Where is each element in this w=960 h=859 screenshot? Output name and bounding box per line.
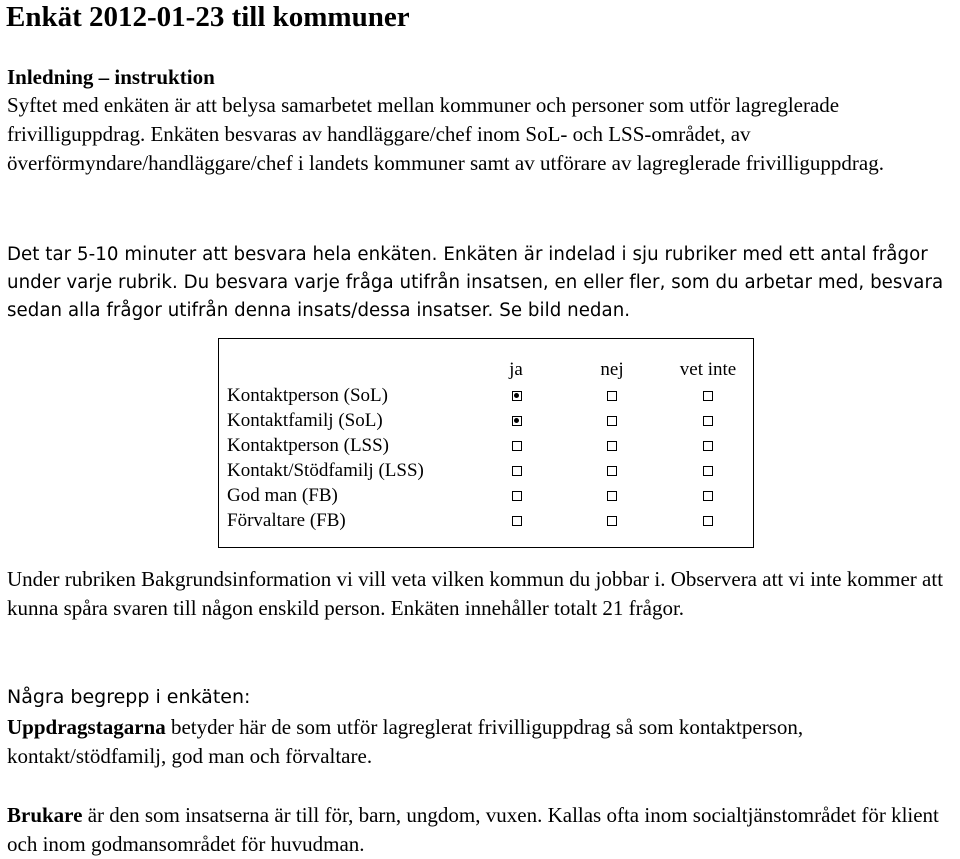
- checkbox: [703, 491, 713, 501]
- checkbox-checked: [512, 391, 522, 401]
- row-label: Kontakt/Stödfamilj (LSS): [227, 460, 424, 481]
- intro-paragraph-purpose: Syftet med enkäten är att belysa samarbetet mellan kommuner och personer som utför lagreglerade frivilliguppdrag. Enkäten besvaras av handläggare/chef inom SoL- och LSS-området, av överförmyndare/handläggare/chef i landets kommuner samt av utförare av lagreglerade frivilliguppdrag.: [7, 93, 884, 175]
- checkbox: [512, 441, 522, 451]
- checkbox: [607, 466, 617, 476]
- term-text: är den som insatserna är till för, barn, ungdom, vuxen. Kallas ofta inom socialtjänstområdet för klient och inom godmansområdet för huvudman.: [7, 803, 939, 856]
- term-name: Uppdragstagarna: [7, 715, 166, 739]
- checkbox: [607, 391, 617, 401]
- checkbox: [703, 441, 713, 451]
- term-definition: [7, 801, 957, 859]
- row-label: Kontaktperson (SoL): [227, 385, 388, 406]
- checkbox: [607, 441, 617, 451]
- row-label: God man (FB): [227, 485, 338, 506]
- checkbox: [512, 466, 522, 476]
- column-header-nej: nej: [600, 359, 624, 380]
- checkbox: [703, 391, 713, 401]
- row-label: Kontaktfamilj (SoL): [227, 410, 383, 431]
- checkbox: [703, 466, 713, 476]
- terms-heading: Några begrepp i enkäten:: [7, 686, 251, 708]
- checkbox: [607, 491, 617, 501]
- term-definition: [7, 713, 957, 771]
- checkbox: [703, 416, 713, 426]
- checkbox: [607, 516, 617, 526]
- column-header-vet-inte: vet inte: [679, 359, 737, 380]
- checkbox: [607, 416, 617, 426]
- checkbox: [512, 516, 522, 526]
- row-label: Kontaktperson (LSS): [227, 435, 390, 456]
- checkbox: [512, 491, 522, 501]
- row-label: Förvaltare (FB): [227, 510, 346, 531]
- term-text: betyder här de som utför lagreglerat frivilliguppdrag så som kontaktperson, kontakt/stödfamilj, god man och förvaltare.: [7, 715, 804, 768]
- example-answer-box: [218, 338, 754, 548]
- checkbox-checked: [512, 416, 522, 426]
- column-header-ja: ja: [509, 359, 523, 380]
- checkbox: [703, 516, 713, 526]
- intro-paragraph-instructions: Det tar 5-10 minuter att besvara hela enkäten. Enkäten är indelad i sju rubriker med ett antal frågor under varje rubrik. Du besvara varje fråga utifrån insatsen, en eller fler, som du arbetar med, besvara sedan alla frågor utifrån denna insats/dessa insatser. Se bild nedan.: [7, 244, 944, 321]
- background-info-paragraph: Under rubriken Bakgrundsinformation vi vill veta vilken kommun du jobbar i. Observera att vi inte kommer att kunna spåra svaren till någon enskild person. Enkäten innehåller totalt 21 frågor.: [7, 567, 944, 620]
- page-title: Enkät 2012-01-23 till kommuner: [6, 1, 410, 33]
- term-name: Brukare: [7, 803, 83, 827]
- intro-heading: Inledning – instruktion: [7, 65, 215, 89]
